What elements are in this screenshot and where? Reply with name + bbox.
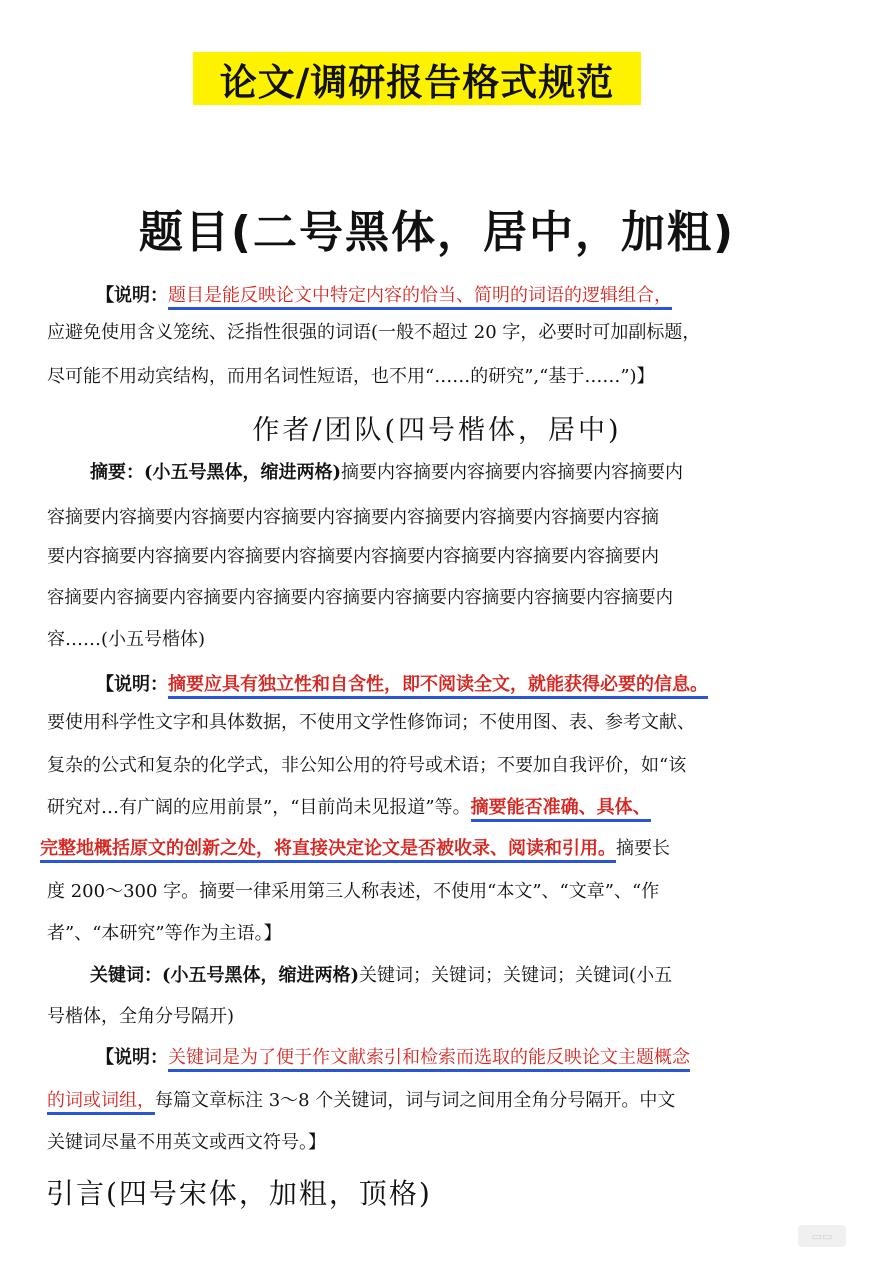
keywords-content: 关键词；关键词；关键词；关键词(小五 xyxy=(359,965,673,986)
note2-line7: 者”、“本研究”等作为主语。】 xyxy=(47,923,282,944)
note2-label: 【说明： xyxy=(96,674,168,695)
abstract-line5: 容……(小五号楷体) xyxy=(47,629,206,650)
keywords-line2: 号楷体，全角分号隔开) xyxy=(47,1006,235,1027)
watermark-logo: ▭▭ xyxy=(798,1225,846,1247)
note3-line1 xyxy=(96,1045,690,1071)
note2-line2: 要使用科学性文字和具体数据，不使用文学性修饰词；不使用图、表、参考文献、 xyxy=(47,712,695,733)
note2-line5 xyxy=(40,836,670,862)
abstract-line2: 容摘要内容摘要内容摘要内容摘要内容摘要内容摘要内容摘要内容摘要内容摘 xyxy=(47,507,659,528)
abstract-content: 摘要内容摘要内容摘要内容摘要内容摘要内 xyxy=(341,462,684,483)
paper-title-spec: 题目(二号黑体，居中，加粗) xyxy=(138,207,736,258)
note2-line4 xyxy=(47,795,651,821)
note2-highlight: 摘要应具有独立性和自含性，即不阅读全文，就能获得必要的信息。 xyxy=(168,674,708,699)
note2-line4-highlight: 摘要能否准确、具体、 xyxy=(471,797,651,822)
note3-line2 xyxy=(47,1088,675,1114)
document-banner-title: 论文/调研报告格式规范 xyxy=(193,52,641,105)
author-team-spec: 作者/团队(四号楷体，居中) xyxy=(252,415,622,446)
note1-highlight: 题目是能反映论文中特定内容的恰当、简明的词语的逻辑组合， xyxy=(168,285,672,310)
note2-line5-text: 摘要长 xyxy=(616,838,670,859)
keywords-line1 xyxy=(90,963,672,989)
note3-highlight1: 关键词是为了便于作文献索引和检索而选取的能反映论文主题概念 xyxy=(168,1047,690,1072)
note2-line4-text: 研究对…有广阔的应用前景”，“目前尚未见报道”等。 xyxy=(47,797,471,818)
note3-label: 【说明： xyxy=(96,1047,168,1068)
note3-line2-text: 每篇文章标注 3～8 个关键词，词与词之间用全角分号隔开。中文 xyxy=(155,1090,676,1111)
abstract-label: 摘要：(小五号黑体，缩进两格) xyxy=(90,462,342,483)
note1-line1 xyxy=(96,283,672,309)
abstract-line1 xyxy=(90,460,683,486)
note2-line5-highlight: 完整地概括原文的创新之处，将直接决定论文是否被收录、阅读和引用。 xyxy=(40,838,616,863)
note1-label: 【说明： xyxy=(96,285,168,306)
note3-highlight2: 的词或词组， xyxy=(47,1090,155,1115)
note2-line6: 度 200～300 字。摘要一律采用第三人称表述，不使用“本文”、“文章”、“作 xyxy=(47,881,660,902)
abstract-line3: 要内容摘要内容摘要内容摘要内容摘要内容摘要内容摘要内容摘要内容摘要内 xyxy=(47,546,659,567)
note2-line3: 复杂的公式和复杂的化学式，非公知公用的符号或术语；不要加自我评价，如“该 xyxy=(47,755,687,776)
abstract-line4: 容摘要内容摘要内容摘要内容摘要内容摘要内容摘要内容摘要内容摘要内容摘要内 xyxy=(47,588,674,608)
introduction-spec: 引言(四号宋体，加粗，顶格) xyxy=(46,1177,432,1210)
note2-line1 xyxy=(96,672,708,698)
note1-line3: 尽可能不用动宾结构，而用名词性短语，也不用“……的研究”,“基于……”)】 xyxy=(47,366,655,387)
keywords-label: 关键词：(小五号黑体，缩进两格) xyxy=(90,965,360,986)
note3-line3: 关键词尽量不用英文或西文符号。】 xyxy=(47,1132,326,1153)
note1-line2: 应避免使用含义笼统、泛指性很强的词语(一般不超过 20 字，必要时可加副标题， xyxy=(47,322,701,343)
